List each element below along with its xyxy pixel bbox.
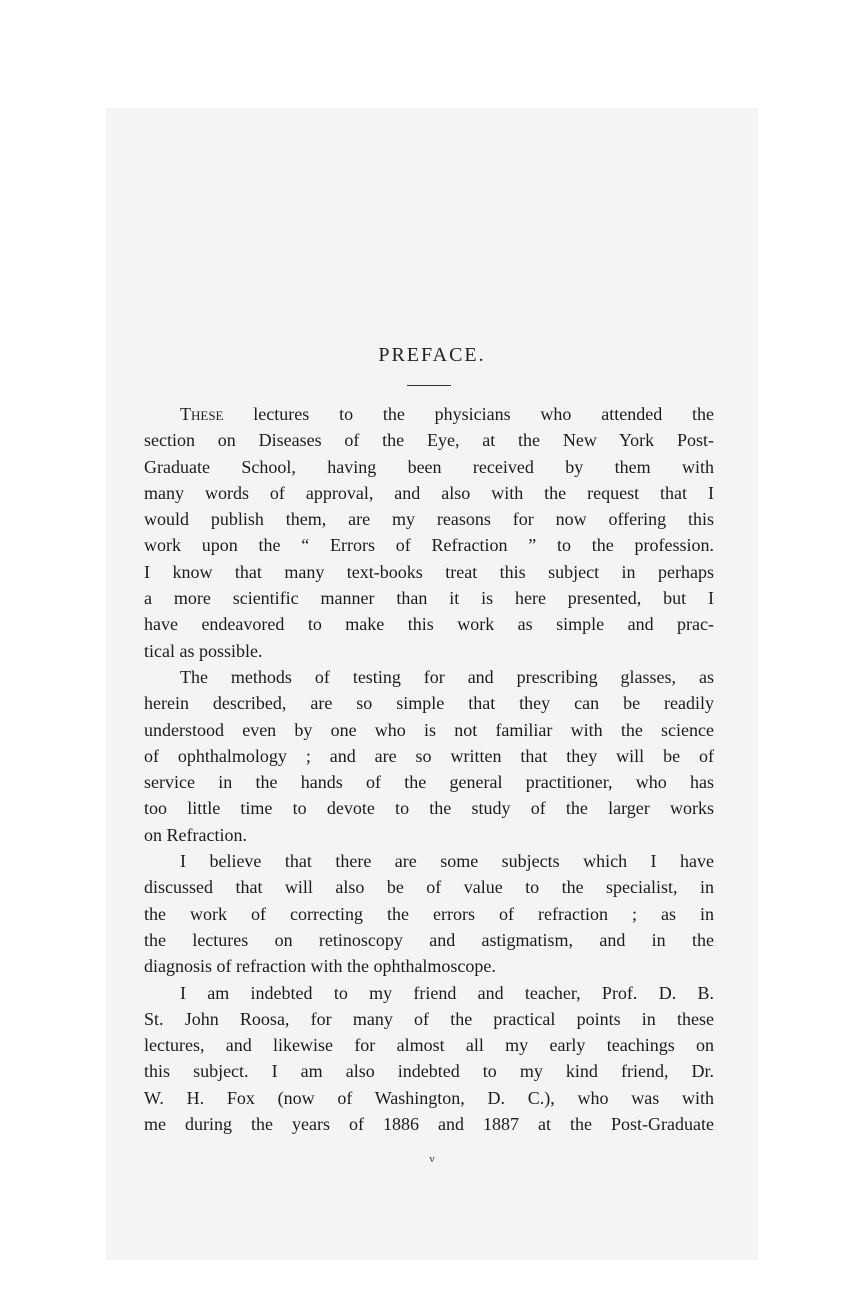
book-page [106,108,758,1260]
text-line: the work of correcting the errors of refraction ; as in [144,903,714,924]
text-line: lectures, and likewise for almost all my early teachings on [144,1035,714,1056]
text-line: I am indebted to my friend and teacher, Prof. D. B. [180,982,714,1003]
text-line: me during the years of 1886 and 1887 at the Post-Graduate [144,1114,714,1135]
text-line: I believe that there are some subjects which I have [180,851,714,872]
text-line: service in the hands of the general practitioner, who has [144,772,714,793]
text-line: St. John Roosa, for many of the practical points in these [144,1008,714,1029]
preface-body [144,401,714,1137]
text-line: a more scientific manner than it is here presented, but I [144,588,714,609]
page-title: PREFACE. [378,344,486,366]
text-line: would publish them, are my reasons for now offering this [144,509,714,530]
text-line: section on Diseases of the Eye, at the New York Post- [144,430,714,451]
text-line: too little time to devote to the study of the larger works [144,798,714,819]
text-line: Graduate School, having been received by them with [144,456,714,477]
text-line: The methods of testing for and prescribing glasses, as [180,666,714,687]
page-number: v [429,1153,435,1165]
text-line: These lectures to the physicians who attended the [180,404,714,424]
text-line: on Refraction. [144,824,247,845]
text-line: diagnosis of refraction with the ophthalmoscope. [144,956,496,977]
text-line: discussed that will also be of value to the specialist, in [144,877,714,898]
text-line: W. H. Fox (now of Washington, D. C.), who was with [144,1087,714,1108]
text-line: this subject. I am also indebted to my kind friend, Dr. [144,1061,714,1082]
text-line: many words of approval, and also with the request that I [144,482,714,503]
text-line: I know that many text-books treat this subject in perhaps [144,561,714,582]
text-line: understood even by one who is not familiar with the science [144,719,714,740]
text-line: herein described, are so simple that they can be readily [144,693,714,714]
text-line: work upon the “ Errors of Refraction ” to the profession. [144,535,714,556]
drop-word: These [180,404,224,424]
text-line: tical as possible. [144,640,263,661]
text-line: of ophthalmology ; and are so written that they will be of [144,745,714,766]
text-line: have endeavored to make this work as simple and prac- [144,614,714,635]
title-rule [407,385,451,386]
text-line: the lectures on retinoscopy and astigmatism, and in the [144,929,714,950]
